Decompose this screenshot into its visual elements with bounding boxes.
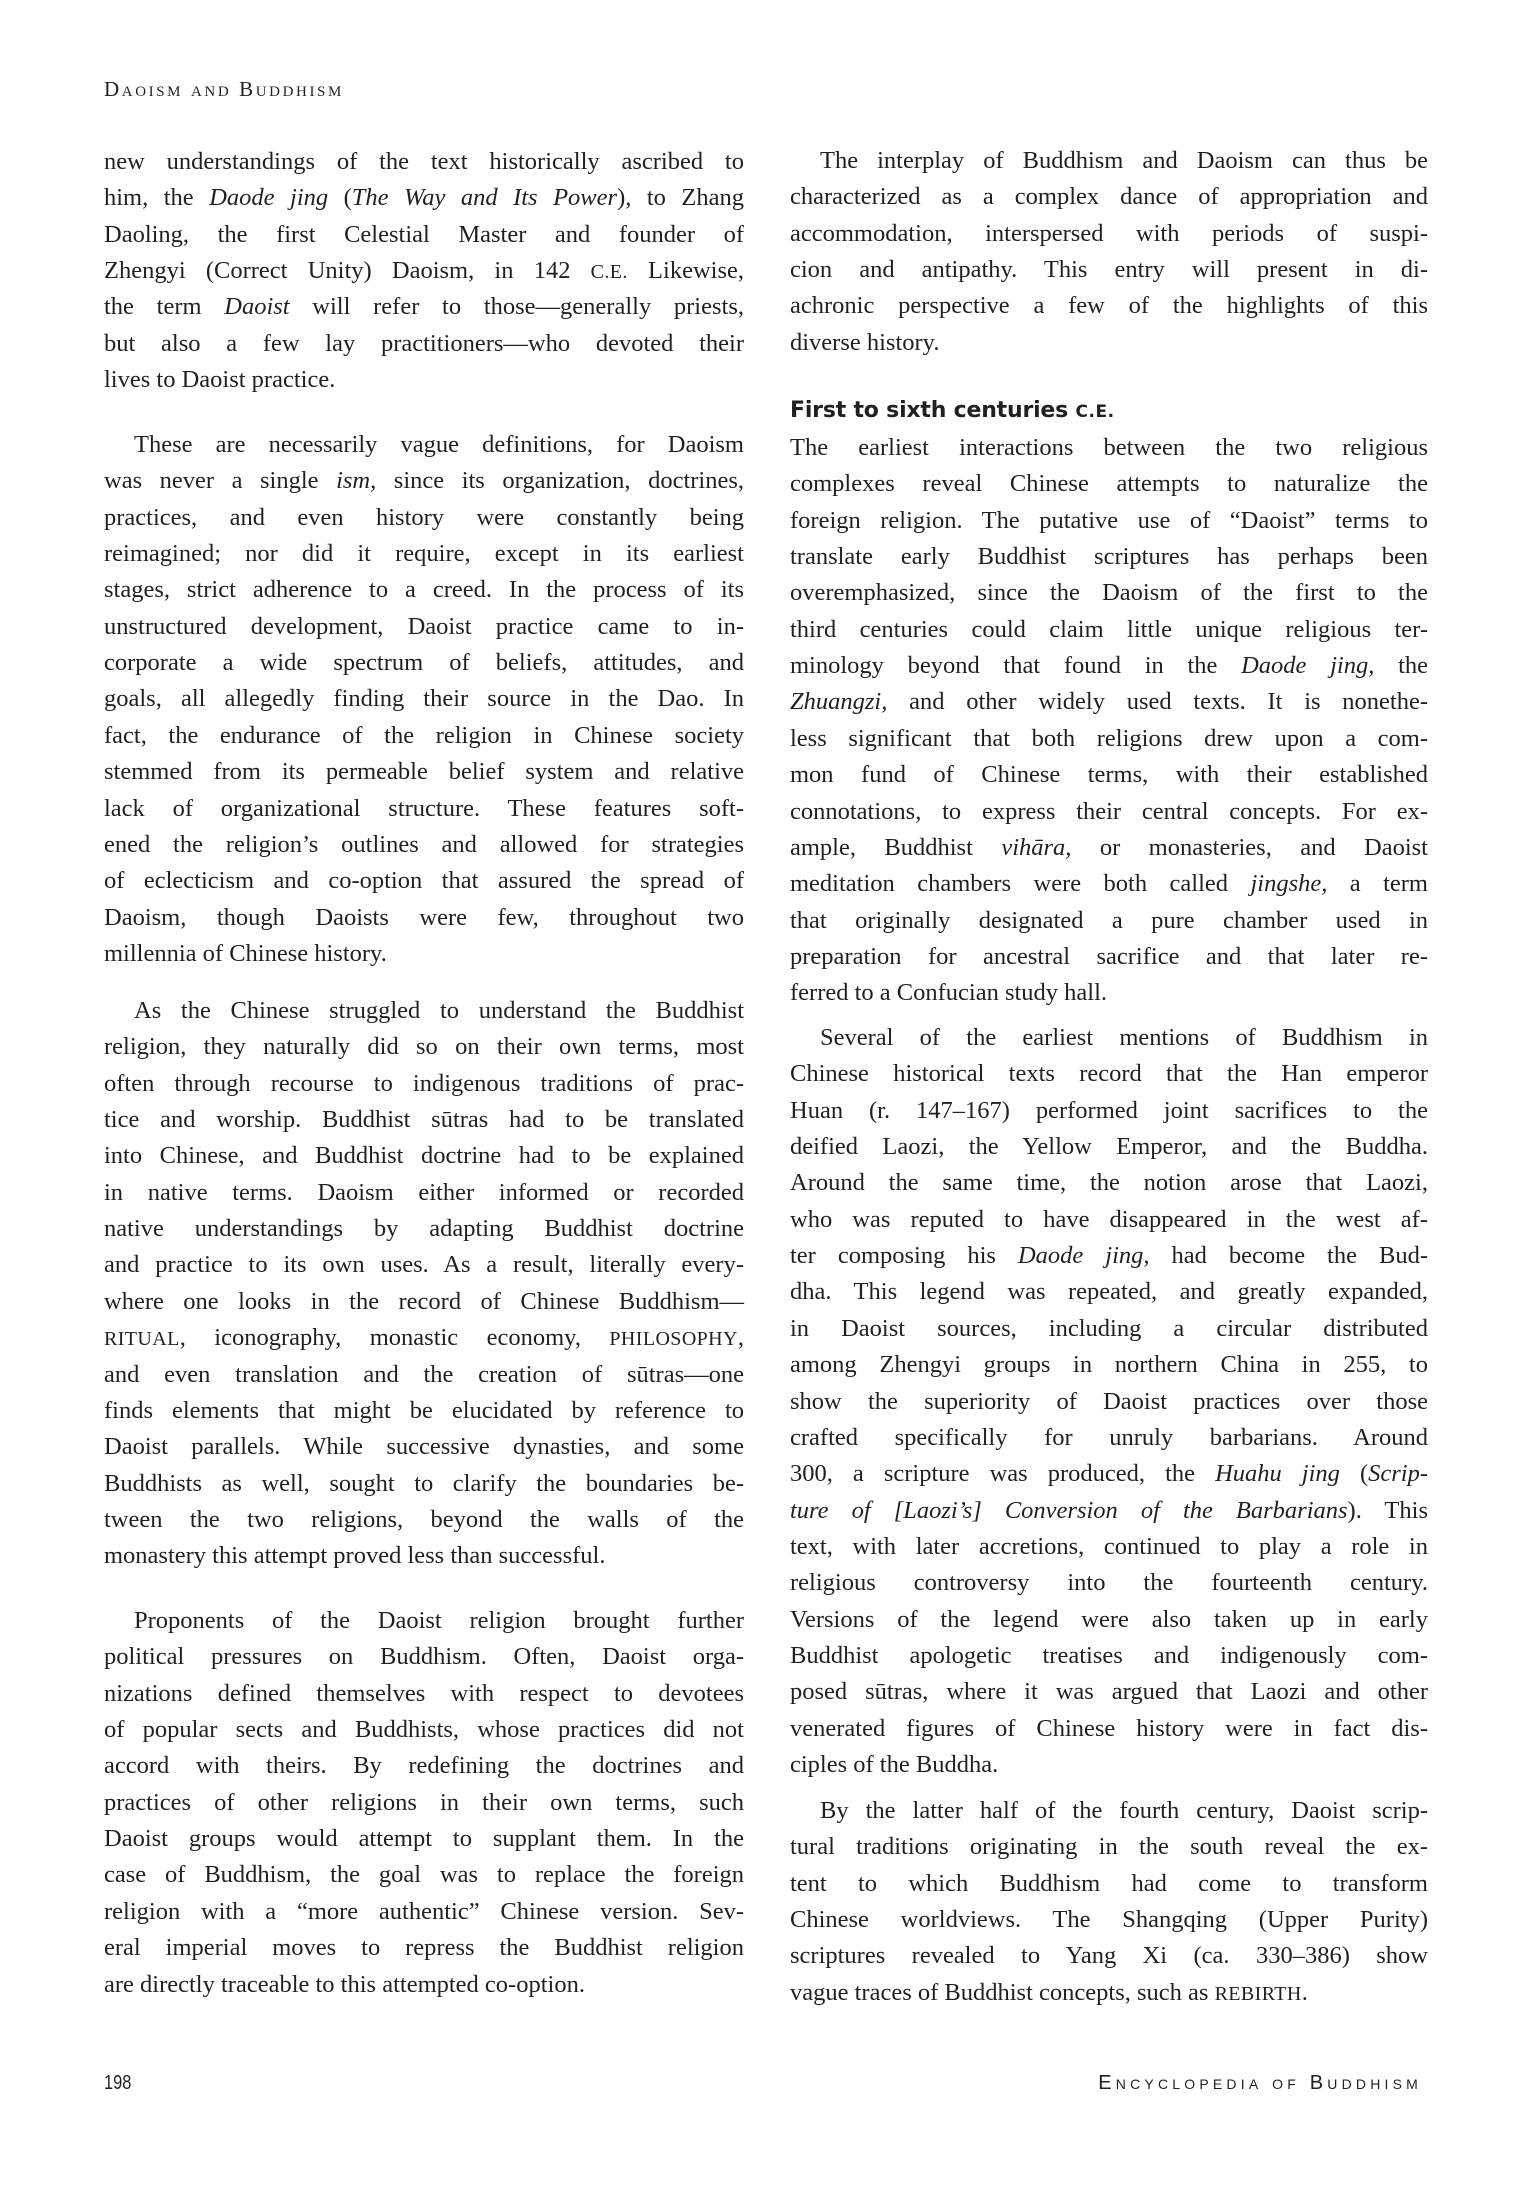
text-run: native understandings by adapting Buddhist doctrine — [104, 1215, 744, 1243]
text-run: show the superiority of Daoist practices over those — [790, 1387, 1428, 1415]
text-run: religion with a “more authentic” Chinese version. Sev- — [104, 1897, 744, 1925]
text-line — [790, 648, 1428, 684]
text-line — [790, 794, 1428, 830]
text-line — [104, 718, 744, 754]
text-line — [790, 1902, 1428, 1938]
text-run: a term — [1327, 870, 1428, 898]
text-line — [104, 180, 744, 216]
text-line — [104, 936, 744, 972]
running-head: Daoism and Buddhism — [104, 77, 344, 101]
text-line — [104, 645, 744, 681]
section-heading — [790, 396, 1115, 426]
text-line — [790, 1384, 1428, 1420]
italic-text: ism, — [336, 467, 377, 495]
text-run: Buddhist apologetic treatises and indigenously com- — [790, 1641, 1428, 1669]
text-line — [790, 1711, 1428, 1747]
text-run: Buddhists as well, sought to clarify the boundaries be- — [104, 1469, 744, 1497]
text-line — [104, 1357, 744, 1393]
text-run: overemphasized, since the Daoism of the first to the — [790, 579, 1428, 607]
right-column — [790, 0, 1428, 2200]
text-line — [790, 325, 1428, 361]
text-run: meditation chambers were both called — [790, 870, 1251, 898]
text-run: diverse history. — [790, 328, 940, 356]
text-line — [104, 326, 744, 362]
text-line — [790, 830, 1428, 866]
text-run: mon fund of Chinese terms, with their established — [790, 761, 1428, 789]
italic-text: jingshe, — [1250, 870, 1328, 898]
text-run: As the Chinese struggled to understand the Buddhist — [134, 997, 744, 1024]
text-run: posed sūtras, where it was argued that Laozi and other — [790, 1678, 1428, 1706]
text-line — [790, 903, 1428, 939]
text-line — [790, 1202, 1428, 1238]
text-line — [104, 993, 744, 1029]
text-run: tice and worship. Buddhist sūtras had to be translated — [104, 1106, 744, 1134]
text-line — [790, 1602, 1428, 1638]
text-run: into Chinese, and Buddhist doctrine had to be explained — [104, 1142, 744, 1170]
text-run: will refer to those—generally priests, — [289, 293, 744, 321]
text-run: Daoling, the first Celestial Master and founder of — [104, 220, 744, 248]
text-line — [790, 1565, 1428, 1601]
text-run: Daoism, though Daoists were few, throughout two — [104, 903, 744, 931]
text-run: ( — [1339, 1460, 1369, 1488]
text-line — [104, 1175, 744, 1211]
text-line — [790, 252, 1428, 288]
text-run: characterized as a complex dance of appropriation and — [790, 183, 1428, 211]
text-line — [790, 1456, 1428, 1492]
text-line — [790, 1793, 1428, 1829]
text-line — [790, 1747, 1428, 1783]
text-run: complexes reveal Chinese attempts to naturalize the — [790, 470, 1428, 498]
text-run: and practice to its own uses. As a result, literally every- — [104, 1251, 744, 1279]
text-line — [104, 1639, 744, 1675]
text-run: Daoist groups would attempt to supplant them. In the — [104, 1825, 744, 1853]
text-run: of popular sects and Buddhists, whose practices did not — [104, 1716, 744, 1744]
text-run: and other widely used texts. It is nonethe- — [887, 688, 1428, 716]
text-run: Proponents of the Daoist religion brought further — [134, 1607, 744, 1634]
text-run: ample, Buddhist — [790, 833, 1002, 861]
text-run: text, with later accretions, continued to play a role in — [790, 1532, 1428, 1560]
text-run: case of Buddhism, the goal was to replace the foreign — [104, 1861, 744, 1889]
text-line — [104, 1748, 744, 1784]
text-line — [790, 1529, 1428, 1565]
text-run: , iconography, monastic economy, — [179, 1324, 610, 1352]
text-line — [104, 289, 744, 325]
text-line — [790, 466, 1428, 502]
book-title-footer: Encyclopedia of Buddhism — [1098, 2072, 1422, 2094]
text-run: him, the — [104, 184, 210, 212]
cross-reference: RITUAL — [104, 1328, 180, 1351]
text-line — [104, 500, 744, 536]
text-line — [104, 754, 744, 790]
text-line — [104, 791, 744, 827]
text-run: political pressures on Buddhism. Often, Daoist orga- — [104, 1643, 744, 1671]
text-run: where one looks in the record of Chinese Buddhism— — [104, 1287, 744, 1315]
italic-text: Huahu jing — [1215, 1460, 1340, 1488]
text-line — [104, 1393, 744, 1429]
text-line — [790, 1938, 1428, 1974]
text-run: fact, the endurance of the religion in Chinese society — [104, 721, 744, 749]
text-line — [104, 1821, 744, 1857]
text-line — [104, 1676, 744, 1712]
text-run: religion, they naturally did so on their own terms, most — [104, 1033, 744, 1061]
left-column — [104, 0, 744, 2200]
text-run: stemmed from its permeable belief system and relative — [104, 758, 744, 786]
text-line — [790, 975, 1428, 1011]
text-line — [104, 1502, 744, 1538]
text-run: or monasteries, and Daoist — [1071, 833, 1428, 861]
text-run: who was reputed to have disappeared in the west af- — [790, 1205, 1428, 1233]
text-run: dha. This legend was repeated, and greatly expanded, — [790, 1278, 1428, 1306]
text-line — [104, 1429, 744, 1465]
text-run: Likewise, — [627, 257, 744, 285]
text-run: finds elements that might be elucidated by reference to — [104, 1396, 744, 1424]
text-line — [790, 179, 1428, 215]
text-run: tent to which Buddhism had come to transform — [790, 1869, 1428, 1897]
text-run: in Daoist sources, including a circular distributed — [790, 1314, 1428, 1342]
text-line — [104, 1894, 744, 1930]
text-line — [790, 216, 1428, 252]
text-line — [790, 143, 1428, 179]
text-line — [790, 503, 1428, 539]
text-run: ter composing his — [790, 1242, 1018, 1270]
text-line — [104, 1066, 744, 1102]
text-run: tural traditions originating in the south reveal the ex- — [790, 1833, 1428, 1861]
cross-reference: C.E. — [590, 261, 628, 284]
text-run: ferred to a Confucian study hall. — [790, 979, 1108, 1007]
text-run: since its organization, doctrines, — [376, 467, 744, 495]
text-line — [790, 1420, 1428, 1456]
text-run: minology beyond that found in the — [790, 652, 1242, 680]
text-run: Versions of the legend were also taken up in early — [790, 1605, 1428, 1633]
text-line — [104, 1247, 744, 1283]
text-run: translate early Buddhist scriptures has perhaps been — [790, 543, 1428, 571]
text-line — [104, 1538, 744, 1574]
text-line — [104, 1029, 744, 1065]
text-run: Zhengyi (Correct Unity) Daoism, in 142 — [104, 257, 591, 285]
text-line — [790, 1165, 1428, 1201]
text-line — [790, 721, 1428, 757]
text-line — [790, 539, 1428, 575]
text-line — [104, 1857, 744, 1893]
text-run: practices of other religions in their own terms, such — [104, 1788, 744, 1816]
text-run: venerated figures of Chinese history were in fact dis- — [790, 1714, 1428, 1742]
text-line — [790, 1093, 1428, 1129]
text-run: often through recourse to indigenous traditions of prac- — [104, 1069, 744, 1097]
text-run: of eclecticism and co-option that assured the spread of — [104, 867, 744, 895]
text-line — [104, 1320, 744, 1356]
text-run: practices, and even history were constantly being — [104, 503, 744, 531]
text-line — [104, 144, 744, 180]
text-run: but also a few lay practitioners—who devoted their — [104, 329, 744, 357]
text-run: ciples of the Buddha. — [790, 1751, 999, 1778]
text-run: . — [1301, 1978, 1308, 2006]
page-number: 198 — [104, 2072, 132, 2094]
text-line — [104, 863, 744, 899]
text-run: The interplay of Buddhism and Daoism can thus be — [820, 147, 1428, 174]
text-line — [104, 827, 744, 863]
text-line — [790, 1056, 1428, 1092]
text-run: among Zhengyi groups in northern China in 255, to — [790, 1351, 1428, 1379]
text-line — [104, 609, 744, 645]
text-run: stages, strict adherence to a creed. In the process of its — [104, 576, 744, 604]
text-line — [790, 1866, 1428, 1902]
text-line — [104, 1284, 744, 1320]
text-line — [790, 1674, 1428, 1710]
text-line — [104, 1712, 744, 1748]
text-run: unstructured development, Daoist practice came to in- — [104, 612, 744, 640]
text-line — [790, 1829, 1428, 1865]
text-line — [790, 575, 1428, 611]
italic-text: Scrip- — [1368, 1460, 1429, 1488]
text-run: eral imperial moves to repress the Buddhist religion — [104, 1934, 744, 1962]
text-run: monastery this attempt proved less than successful. — [104, 1542, 606, 1570]
text-line — [790, 866, 1428, 902]
text-run: Several of the earliest mentions of Buddhism in — [820, 1024, 1428, 1051]
text-line — [790, 1274, 1428, 1310]
text-run: foreign religion. The putative use of “Daoist” terms to — [790, 506, 1428, 534]
text-run: less significant that both religions drew upon a com- — [790, 724, 1428, 752]
text-line — [104, 681, 744, 717]
text-line — [790, 288, 1428, 324]
text-line — [790, 1020, 1428, 1056]
text-line — [104, 463, 744, 499]
text-line — [104, 536, 744, 572]
text-run: the — [1374, 652, 1429, 680]
cross-reference: REBIRTH — [1214, 1982, 1302, 2005]
text-line — [104, 427, 744, 463]
italic-text: Daode jing — [209, 184, 329, 212]
text-line — [790, 1347, 1428, 1383]
text-line — [104, 1138, 744, 1174]
text-line — [104, 1466, 744, 1502]
section-heading-era: C.E. — [1075, 402, 1115, 422]
section-heading-text: First to sixth centuries — [790, 398, 1076, 423]
text-run: ). This — [1347, 1496, 1428, 1524]
italic-text: vihāra, — [1001, 833, 1072, 861]
text-run: 300, a scripture was produced, the — [790, 1460, 1216, 1488]
text-run: , — [737, 1324, 744, 1352]
text-run: lives to Daoist practice. — [104, 366, 336, 394]
text-run: religious controversy into the fourteenth century. — [790, 1569, 1428, 1597]
text-line — [790, 1129, 1428, 1165]
text-line — [104, 572, 744, 608]
italic-text: Daode jing, — [1241, 652, 1375, 680]
text-run: scriptures revealed to Yang Xi (ca. 330–386) show — [790, 1942, 1428, 1970]
text-line — [790, 1975, 1428, 2011]
italic-text: Daode jing, — [1017, 1242, 1150, 1270]
text-run: millennia of Chinese history. — [104, 939, 387, 967]
text-run: reimagined; nor did it require, except in its earliest — [104, 540, 744, 568]
text-run: nizations defined themselves with respect to devotees — [104, 1679, 744, 1707]
text-line — [790, 1311, 1428, 1347]
text-line — [104, 1102, 744, 1138]
text-run: that originally designated a pure chamber used in — [790, 906, 1428, 934]
text-run: are directly traceable to this attempted co-option. — [104, 1970, 585, 1998]
text-line — [104, 362, 744, 398]
text-run: had become the Bud- — [1149, 1242, 1428, 1270]
text-run: and even translation and the creation of sūtras—one — [104, 1360, 744, 1388]
text-run: These are necessarily vague definitions, for Daoism — [134, 431, 744, 458]
text-run: deified Laozi, the Yellow Emperor, and the Buddha. — [790, 1133, 1428, 1161]
text-run: achronic perspective a few of the highlights of this — [790, 292, 1428, 320]
text-run: lack of organizational structure. These features soft- — [104, 794, 744, 822]
text-run: tween the two religions, beyond the walls of the — [104, 1505, 744, 1533]
text-line — [104, 1785, 744, 1821]
text-run: goals, all allegedly finding their source in the Dao. In — [104, 685, 744, 713]
text-run: corporate a wide spectrum of beliefs, attitudes, and — [104, 649, 744, 677]
text-run: crafted specifically for unruly barbarians. Around — [790, 1423, 1428, 1451]
text-line — [790, 1638, 1428, 1674]
text-run: ), to Zhang — [617, 184, 744, 212]
text-run: Daoist parallels. While successive dynasties, and some — [104, 1433, 744, 1461]
text-run: Around the same time, the notion arose that Laozi, — [790, 1169, 1428, 1197]
text-run: new understandings of the text historically ascribed to — [104, 148, 744, 175]
text-run: Chinese historical texts record that the Han emperor — [790, 1060, 1428, 1088]
text-run: By the latter half of the fourth century, Daoist scrip- — [820, 1797, 1428, 1824]
text-run: the term — [104, 293, 225, 321]
text-run: in native terms. Daoism either informed or recorded — [104, 1178, 744, 1206]
italic-text: The Way and Its Power — [351, 184, 618, 212]
text-line — [104, 1930, 744, 1966]
text-run: ened the religion’s outlines and allowed for strategies — [104, 830, 744, 858]
text-run: connotations, to express their central concepts. For ex- — [790, 797, 1428, 825]
text-run: The earliest interactions between the two religious — [790, 434, 1428, 461]
text-run: vague traces of Buddhist concepts, such as — [790, 1978, 1215, 2006]
text-run: cion and antipathy. This entry will present in di- — [790, 256, 1428, 284]
text-run: was never a single — [104, 467, 337, 495]
text-line — [104, 1211, 744, 1247]
italic-text: Zhuangzi, — [790, 688, 888, 716]
text-run: ( — [328, 184, 352, 212]
text-run: preparation for ancestral sacrifice and that later re- — [790, 942, 1428, 970]
text-run: accommodation, interspersed with periods of suspi- — [790, 219, 1428, 247]
text-line — [790, 684, 1428, 720]
text-line — [104, 253, 744, 289]
text-line — [104, 1967, 744, 2003]
text-run: Huan (r. 147–167) performed joint sacrifices to the — [790, 1096, 1428, 1124]
text-line — [104, 900, 744, 936]
text-line — [790, 1493, 1428, 1529]
text-run: Chinese worldviews. The Shangqing (Upper Purity) — [790, 1906, 1428, 1934]
text-line — [104, 1603, 744, 1639]
text-line — [790, 939, 1428, 975]
text-line — [790, 757, 1428, 793]
cross-reference: PHILOSOPHY — [609, 1328, 738, 1351]
text-line — [790, 430, 1428, 466]
text-line — [104, 217, 744, 253]
text-run: third centuries could claim little unique religious ter- — [790, 615, 1428, 643]
text-line — [790, 1238, 1428, 1274]
text-run: accord with theirs. By redefining the doctrines and — [104, 1752, 744, 1780]
text-line — [790, 612, 1428, 648]
italic-text: Daoist — [224, 293, 290, 321]
italic-text: ture of [Laozi’s] Conversion of the Barbarians — [790, 1496, 1348, 1524]
